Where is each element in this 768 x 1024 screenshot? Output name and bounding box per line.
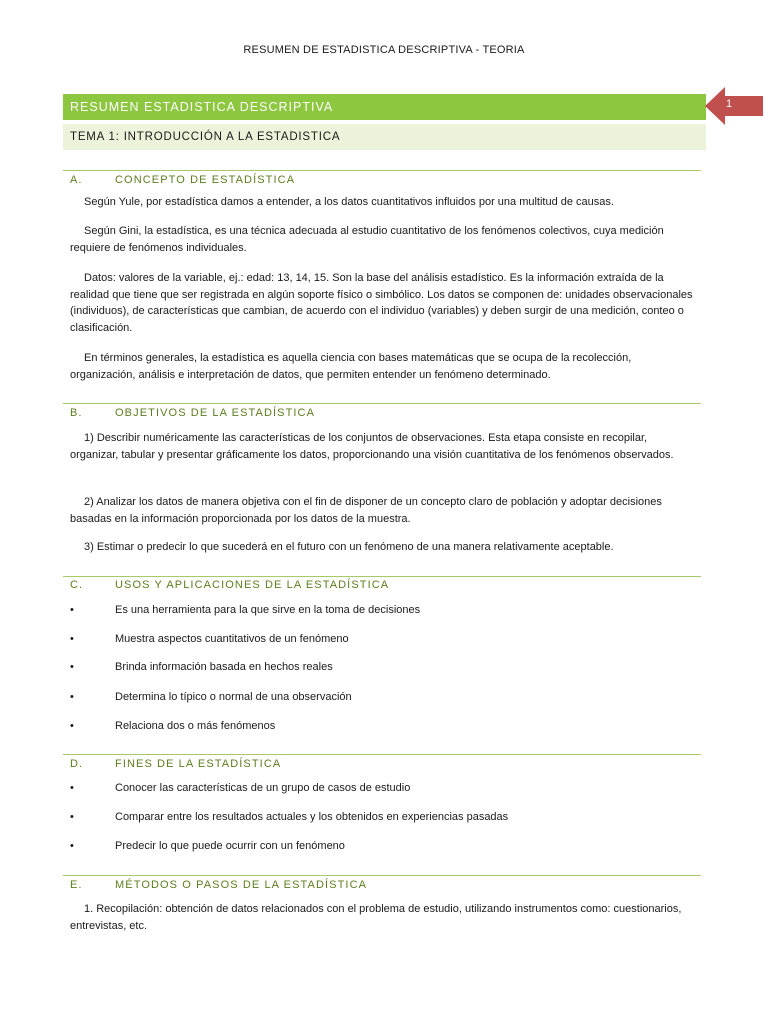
section-divider (63, 754, 701, 755)
section-b-heading (63, 405, 701, 423)
section-title: CONCEPTO DE ESTADÍSTICA (115, 174, 296, 186)
topic-subtitle-bar: TEMA 1: INTRODUCCIÓN A LA ESTADISTICA (63, 124, 706, 150)
summary-title-bar: RESUMEN ESTADISTICA DESCRIPTIVA (63, 94, 706, 120)
section-d-heading (63, 756, 701, 774)
section-letter: C. (70, 579, 84, 591)
bullet-icon: • (70, 720, 74, 732)
section-title: OBJETIVOS DE LA ESTADÍSTICA (115, 407, 316, 419)
section-letter: D. (70, 758, 84, 770)
document-header: RESUMEN DE ESTADISTICA DESCRIPTIVA - TEORIA (243, 44, 525, 56)
paragraph: 1. Recopilación: obtención de datos relacionados con el problema de estudio, utilizando instrumentos como: cuestionarios, entrevistas, etc. (70, 903, 682, 932)
bullet-icon: • (70, 811, 74, 823)
paragraph: En términos generales, la estadística es aquella ciencia con bases matemáticas que se ocupa de la recolección, organización, análisis e interpretación de datos, que permiten entender un fenómeno determinado. (70, 352, 632, 381)
paragraph: 1) Describir numéricamente las características de los conjuntos de observaciones. Esta etapa consiste en recopilar, organizar, tabular y presentar gráficamente los datos, proporcionando una visión cuantitativa de los fenómenos observados. (70, 432, 674, 461)
section-letter: A. (70, 174, 83, 186)
paragraph: Datos: valores de la variable, ej.: edad: 13, 14, 15. Son la base del análisis estadístico. Es la información extraída de la realidad que tiene que ser registrada en algún soporte físico o simbólico. Los datos se componen de: unidades observacionales (individuos), de características que cambian, de acuerdo con el individuo (variables) y deben surgir de una medición, conteo o clasificación. (70, 272, 693, 334)
bullet-icon: • (70, 604, 74, 616)
section-divider (63, 403, 701, 404)
section-title: MÉTODOS O PASOS DE LA ESTADÍSTICA (115, 879, 368, 891)
bullet-icon: • (70, 661, 74, 673)
section-e-heading (63, 877, 701, 895)
section-letter: B. (70, 407, 83, 419)
section-title: FINES DE LA ESTADÍSTICA (115, 758, 282, 770)
bullet-icon: • (70, 691, 74, 703)
bullet-icon: • (70, 782, 74, 794)
page-number: 1 (725, 98, 733, 110)
section-c-heading (63, 577, 701, 595)
section-a-heading (63, 172, 701, 190)
paragraph: 3) Estimar o predecir lo que sucederá en el futuro con un fenómeno de una manera relativamente aceptable. (84, 541, 614, 553)
section-letter: E. (70, 879, 83, 891)
section-divider (63, 170, 701, 171)
section-divider (63, 875, 701, 876)
paragraph: 2) Analizar los datos de manera objetiva con el fin de disponer de un concepto claro de población y adoptar decisiones basadas en la información proporcionada por los datos de la muestra. (70, 496, 662, 525)
bullet-icon: • (70, 633, 74, 645)
paragraph: Según Yule, por estadística damos a entender, a los datos cuantitativos influidos por una multitud de causas. (84, 196, 614, 208)
paragraph: Según Gini, la estadística, es una técnica adecuada al estudio cuantitativo de los fenómenos colectivos, cuya medición requiere de fenómenos individuales. (70, 225, 664, 254)
section-title: USOS Y APLICACIONES DE LA ESTADÍSTICA (115, 579, 390, 591)
bullet-icon: • (70, 840, 74, 852)
